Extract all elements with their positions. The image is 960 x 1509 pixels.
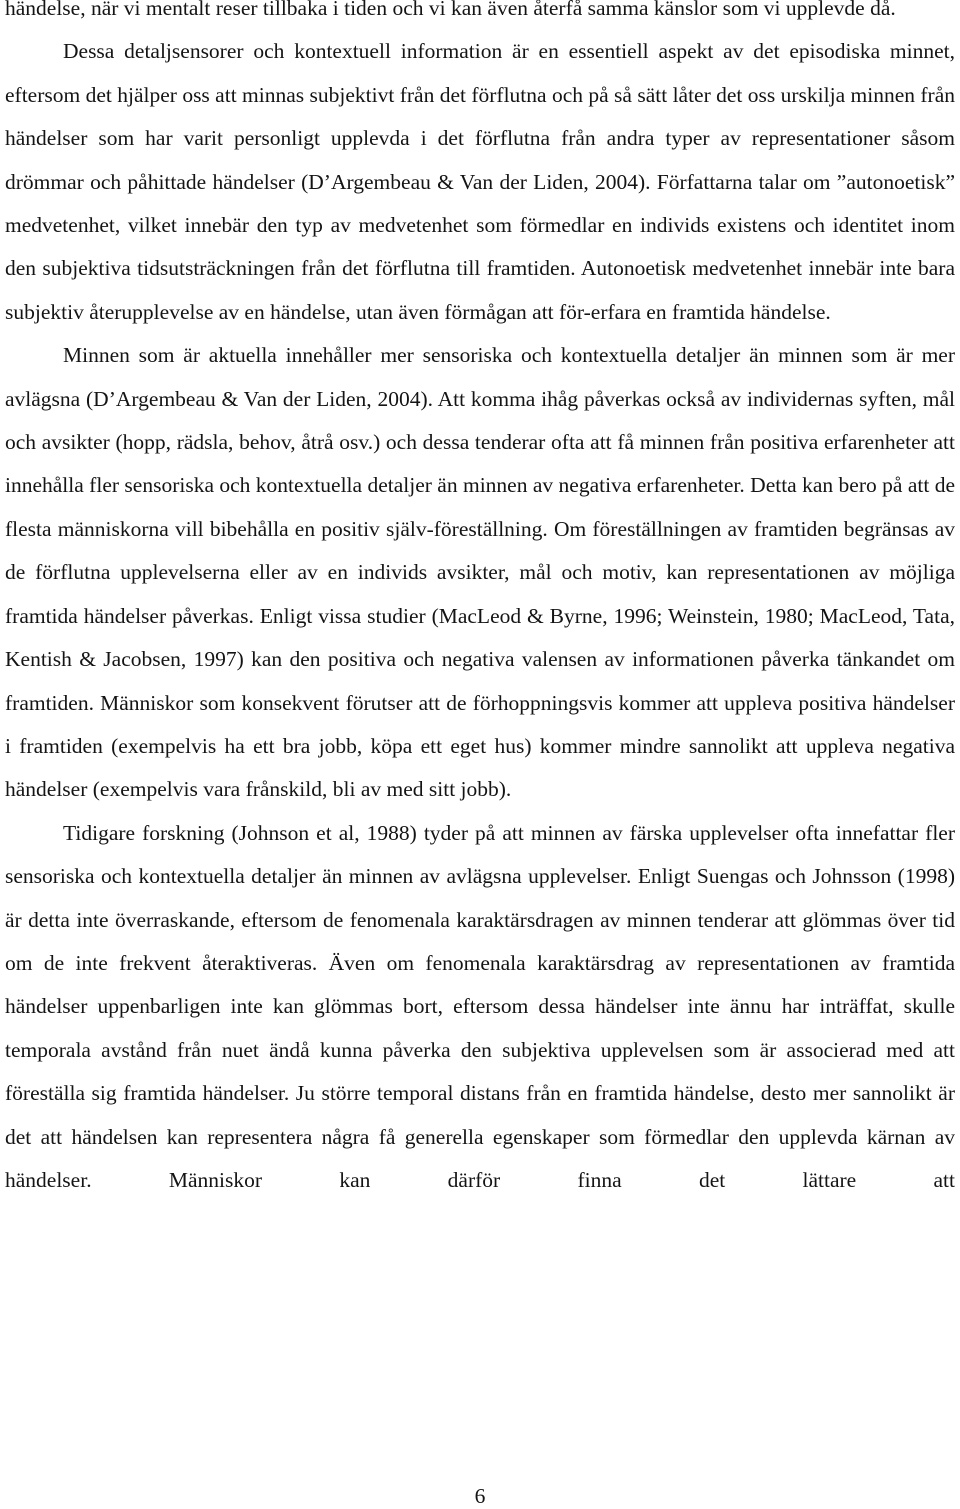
paragraph-2: Dessa detaljsensorer och kontextuell information är en essentiell aspekt av det episodiska minnet, eftersom det hjälper oss att minnas subjektivt från det förflutna och på så sätt låter det oss urskilja minnen från händelser som har varit personligt upplevda i det förflutna från andra typer av representationer såsom drömmar och påhittade händelser (D’Argembeau & Van der Liden, 2004). Författarna talar om ”autonoetisk” medvetenhet, vilket innebär den typ av medvetenhet som förmedlar en individs existens och identitet inom den subjektiva tidsutsträckningen från det förflutna till framtiden. Autonoetisk medvetenhet innebär inte bara subjektiv återupplevelse av en händelse, utan även förmågan att för-erfara en framtida händelse. — [5, 39, 955, 324]
paragraph-3: Minnen som är aktuella innehåller mer sensoriska och kontextuella detaljer än minnen som är mer avlägsna (D’Argembeau & Van der Liden, 2004). Att komma ihåg påverkas också av individernas syften, mål och avsikter (hopp, rädsla, behov, åtrå osv.) och dessa tenderar ofta att få minnen från positiva erfarenheter att innehålla fler sensoriska och kontextuella detaljer än minnen av negativa erfarenheter. Detta kan bero på att de flesta människorna vill bibehålla en positiv själv-föreställning. Om föreställningen av framtiden begränsas av de förflutna upplevelserna eller av en individs avsikter, mål och motiv, kan representationen av möjliga framtida händelser påverkas. Enligt vissa studier (MacLeod & Byrne, 1996; Weinstein, 1980; MacLeod, Tata, Kentish & Jacobsen, 1997) kan den positiva och negativa valensen av informationen påverka tänkandet om framtiden. Människor som konsekvent förutser att de förhoppningsvis kommer att uppleva positiva händelser i framtiden (exempelvis ha ett bra jobb, köpa ett eget hus) kommer mindre sannolikt att uppleva negativa händelser (exempelvis vara frånskild, bli av med sitt jobb). — [5, 343, 955, 802]
page-number: 6 — [474, 1484, 486, 1508]
paragraph-1: händelse, när vi mentalt reser tillbaka i tiden och vi kan även återfå samma känslor som vi upplevde då. — [5, 0, 896, 20]
body-text — [5, 0, 955, 1202]
paragraph-4: Tidigare forskning (Johnson et al, 1988) tyder på att minnen av färska upplevelser ofta innefattar fler sensoriska och kontextuella detaljer än minnen av avlägsna upplevelser. Enligt Suengas och Johnsson (1998) är detta inte överraskande, eftersom de fenomenala karaktärsdragen av minnen tenderar att glömmas över tid om de inte frekvent återaktiveras. Även om fenomenala karaktärsdrag av representationen av framtida händelser uppenbarligen inte kan glömmas bort, eftersom dessa händelser inte ännu har inträffat, skulle temporala avstånd från nuet ändå kunna påverka den subjektiva upplevelsen som är associerad med att föreställa sig framtida händelser. Ju större temporal distans från en framtida händelse, desto mer sannolikt är det att händelsen kan representera några få generella egenskaper som förmedlar den upplevda kärnan av händelser. Människor kan därför finna det lättare att — [5, 820, 955, 1192]
